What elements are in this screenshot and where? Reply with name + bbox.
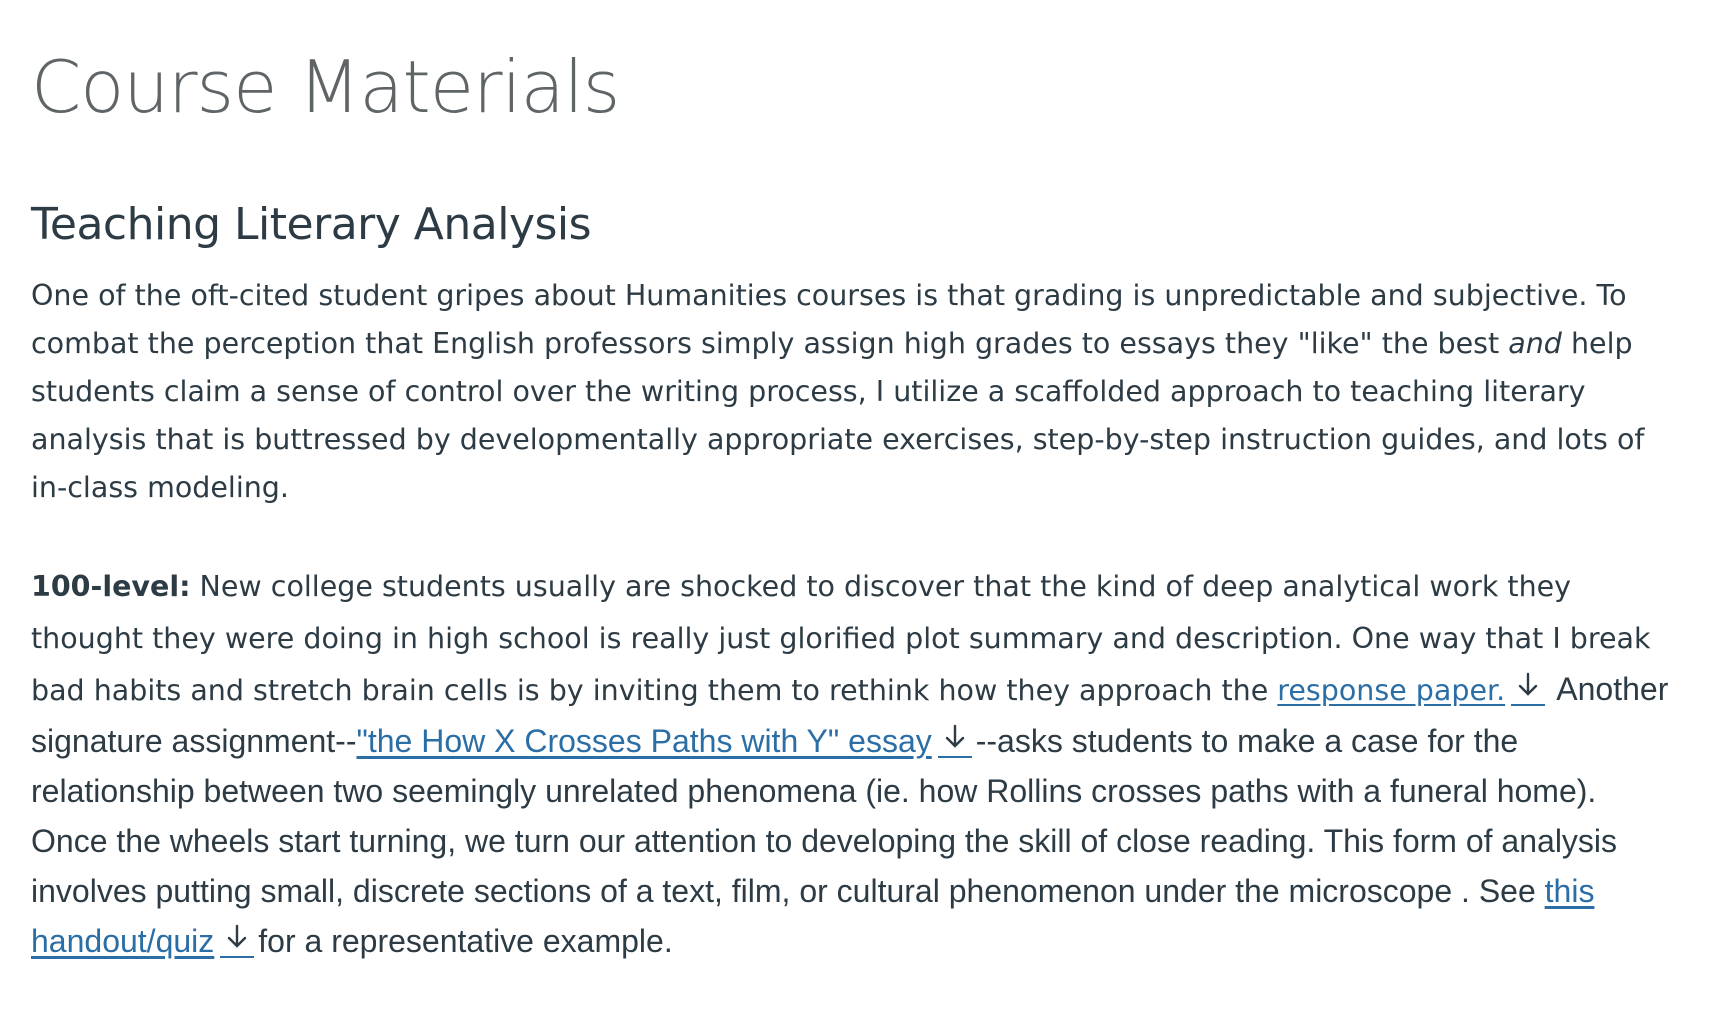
- how-x-crosses-paths-essay-link[interactable]: "the How X Crosses Paths with Y" essay: [356, 723, 932, 759]
- section-heading: Teaching Literary Analysis: [31, 199, 592, 250]
- download-icon[interactable]: [1511, 670, 1545, 706]
- handout-quiz-link[interactable]: this handout/quiz: [31, 873, 1595, 959]
- level-100-text-3: --asks students to make a case for the relationship between two seemingly unrelated phenomena (ie. how Rollins crosses paths with a funeral home). Once the wheels start turning, we turn our attention to developing the skill of close reading. This form of analysis involves putting small, discrete sections of a text, film, or cultural phenomenon under the microscope . See: [31, 723, 1618, 909]
- intro-text-2: help students claim a sense of control over the writing process, I utilize a scaffolded approach to teaching literary analysis that is buttressed by developmentally appropriate exercises, step-by-step instruction guides, and lots of in-class modeling.: [31, 327, 1645, 504]
- level-100-label: 100-level:: [31, 570, 191, 603]
- level-100-text-4: for a representative example.: [258, 923, 673, 959]
- level-100-text-2: Another signature assignment--: [31, 671, 1669, 759]
- page-title: Course Materials: [31, 45, 620, 129]
- intro-emphasis: and: [1508, 327, 1562, 360]
- response-paper-link[interactable]: response paper.: [1277, 674, 1506, 707]
- intro-text-1: One of the oft-cited student gripes about Humanities courses is that grading is unpredictable and subjective. To combat the perception that English professors simply assign high grades to essays they "like" the best: [31, 279, 1627, 360]
- intro-paragraph: [31, 272, 1671, 512]
- level-100-paragraph: [31, 560, 1671, 966]
- level-100-lead: [31, 570, 1651, 707]
- level-100-text-1: New college students usually are shocked to discover that the kind of deep analytical work they thought they were doing in high school is really just glorified plot summary and description. One way that I break bad habits and stretch brain cells is by inviting them to rethink how they approach the: [31, 570, 1651, 707]
- download-icon[interactable]: [220, 922, 254, 958]
- download-icon[interactable]: [938, 722, 972, 758]
- course-materials-page: [31, 0, 1671, 966]
